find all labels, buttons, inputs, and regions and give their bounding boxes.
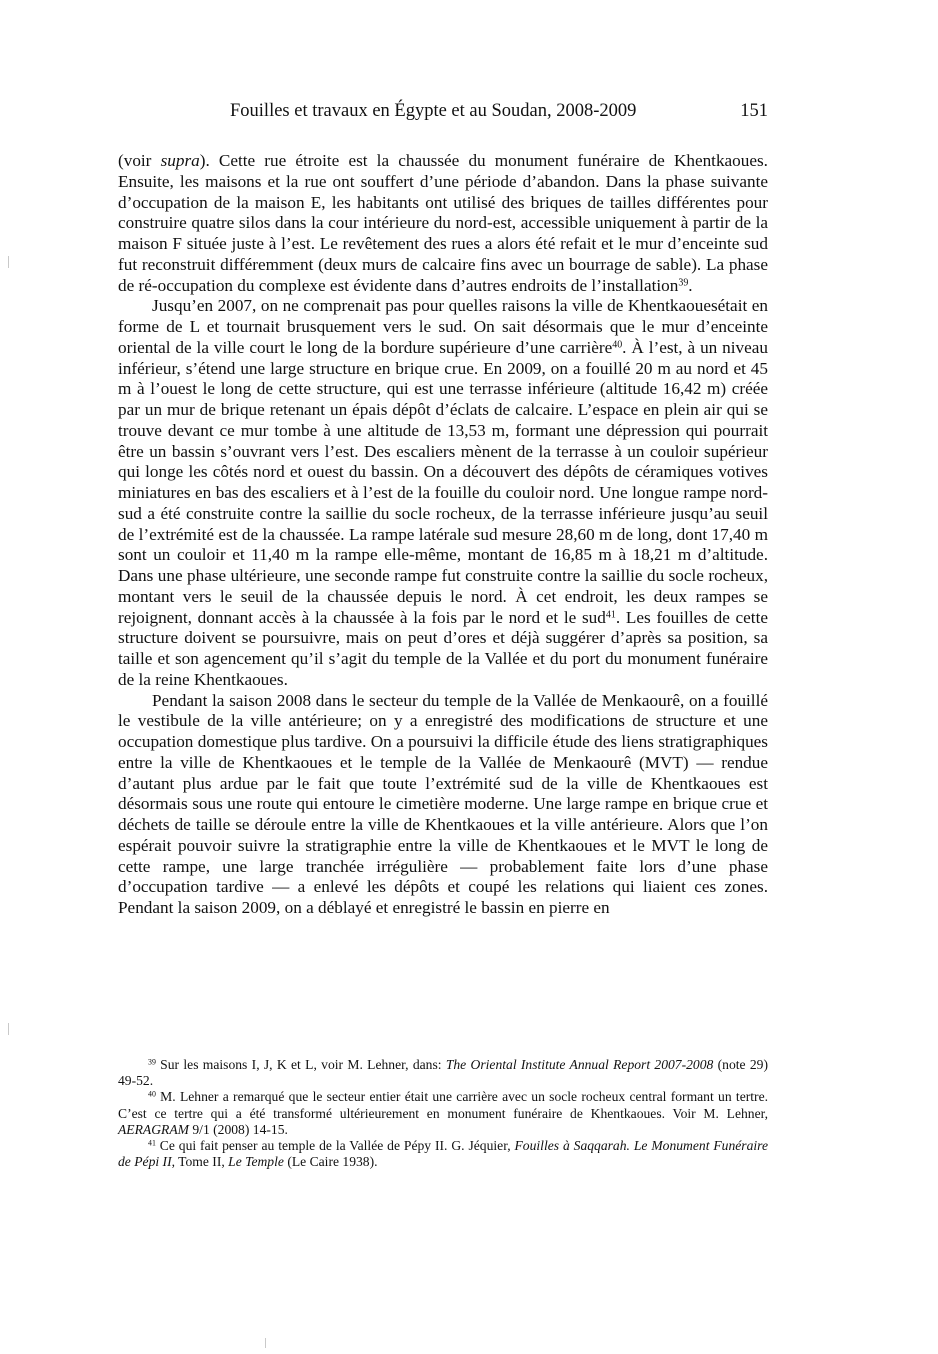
footnote-ref[interactable]: 41 (605, 609, 616, 621)
footnote-ref[interactable]: 40 (612, 339, 623, 351)
running-header (118, 101, 768, 125)
running-title: Fouilles et travaux en Égypte et au Soudan, 2008-2009 (230, 101, 637, 121)
scan-margin-mark (265, 1338, 266, 1348)
body-text (118, 151, 768, 919)
paragraph: (voir supra). Cette rue étroite est la chaussée du monument funéraire de Khentkaoues. Ensuite, les maisons et la rue ont souffert d’une période d’abandon. Dans la phase suivante d’occupation de la maison E, les habitants ont utilisé des briques de tailles différentes pour construire quatre silos dans la cour intérieure du nord-est, accessible uniquement à partir de la maison F située juste à l’est. Le revêtement des rues a alors été refait et le mur d’enceinte sud fut reconstruit différemment (deux murs de calcaire fins avec un bourrage de sable). La phase de ré-occupation du complexe est évidente dans d’autres endroits de l’installation$^{39}$. (118, 151, 768, 295)
emphasis: AERAGRAM (118, 1121, 189, 1137)
footnotes (118, 1057, 768, 1170)
paragraph: Jusqu’en 2007, on ne comprenait pas pour quelles raisons la ville de Khentkaouesétait en forme de L et tournait brusquement vers le sud. On sait désormais que le mur d’enceinte oriental de la ville court le long de la bordure supérieure d’une carrière$^{40}$. À l’est, à un niveau inférieur, s’étend une large structure en brique crue. En 2009, on a fouillé 20 m au nord et 45 m à l’ouest le long de cette structure, qui est une terrasse inférieure (altitude 16,42 m) créée par un mur de brique retenant un épais dépôt d’éclats de calcaire. L’espace en plein air qui se trouve devant ce mur tombe à une altitude de 13,53 m, formant une dépression qui pourrait être un bassin s’ouvrant vers l’est. Des escaliers mènent de la terrasse à un couloir supérieur qui longe les côtés nord et ouest du bassin. On a découvert des dépôts de céramiques votives miniatures en bas des escaliers et à l’est de la fouille du couloir nord. Une longue rampe nord-sud a été construite contre la saillie du socle rocheux, de la terrasse inférieure jusqu’au seuil de l’extrémité est de la chaussée. La rampe latérale sud mesure 28,60 m de long, dont 17,40 m sont un couloir et 11,40 m la rampe elle-même, montant de 16,85 m à 18,21 m d’altitude. Dans une phase ultérieure, une seconde rampe fut construite contre la saillie du socle rocheux, montant vers le seuil de la chaussée depuis le nord. À cet endroit, les deux rampes se rejoignent, donnant accès à la chaussée à la fois par le nord et le sud$^{41}$. Les fouilles de cette structure doivent se poursuivre, mais on peut d’ores et déjà suggérer d’après sa position, sa taille et son agencement qu’il s’agit du temple de la Vallée et du port du monument funéraire de la reine Khentkaoues. (118, 296, 768, 689)
emphasis: Le Temple (228, 1154, 284, 1170)
scan-margin-mark (8, 256, 9, 268)
page-number: 151 (740, 101, 768, 121)
footnote: $^{41}$ Ce qui fait penser au temple de la Vallée de Pépy II. G. Jéquier, Fouilles à Saqqarah. Le Monument Funéraire de Pépi II, Tome II, Le Temple (Le Caire 1938). (118, 1138, 768, 1170)
scan-margin-mark (8, 1023, 9, 1035)
footnote-number: 41 (148, 1138, 156, 1148)
emphasis: Fouilles à Saqqarah. Le Monument Funéraire de Pépi II (118, 1138, 768, 1170)
footnote-ref[interactable]: 39 (678, 277, 689, 289)
footnote-number: 40 (148, 1090, 156, 1100)
emphasis: The Oriental Institute Annual Report 2007-2008 (445, 1057, 714, 1072)
footnote-number: 39 (148, 1057, 156, 1067)
emphasis: supra (160, 151, 200, 170)
footnote: $^{39}$ Sur les maisons I, J, K et L, voir M. Lehner, dans: The Oriental Institute Annual Report 2007-2008 (note 29) 49-52. (118, 1057, 768, 1089)
footnote: $^{40}$ M. Lehner a remarqué que le secteur entier était une carrière avec un socle rocheux central formant un tertre. C’est ce tertre qui a été transformé ultérieurement en monument funéraire de Khentkaoues. Voir M. Lehner, AERAGRAM 9/1 (2008) 14-15. (118, 1089, 768, 1137)
paragraph: Pendant la saison 2008 dans le secteur du temple de la Vallée de Menkaourê, on a fouillé le vestibule de la ville antérieure; on y a enregistré des modifications de structure et une occupation domestique plus tardive. On a poursuivi la difficile étude des liens stratigraphiques entre la ville de Khentkaoues et le temple de la Vallée de Menkaourê (MVT) — rendue d’autant plus ardue par le fait que toute l’extrémité sud de la ville de Khentkaoues est désormais sous une route qui entoure le cimetière moderne. Une large rampe en brique crue et déchets de taille se déroule entre la ville de Khentkaoues et la ville antérieure. Alors que l’on espérait pouvoir suivre la stratigraphie entre la ville de Khentkaoues et le MVT le long de cette rampe, une large tranchée irrégulière — probablement faite lors d’une phase d’occupation tardive — a enlevé les dépôts et coupé les relations qui liaient ces zones. Pendant la saison 2009, on a déblayé et enregistré le bassin en pierre en (118, 690, 768, 917)
